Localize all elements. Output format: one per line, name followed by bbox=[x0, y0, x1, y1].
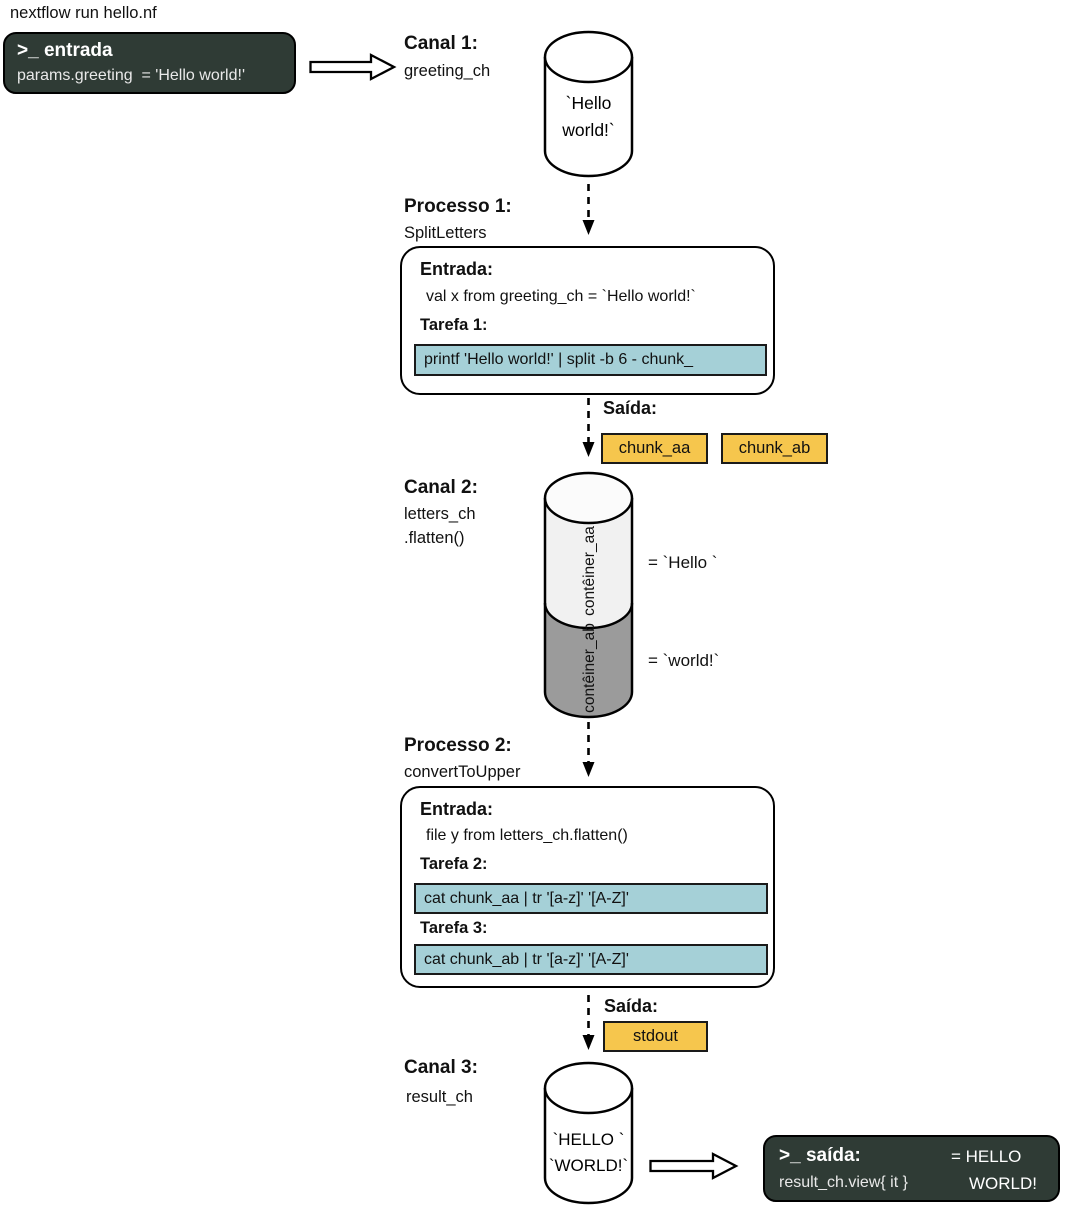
processo1-name: SplitLetters bbox=[404, 224, 487, 242]
stdout-box bbox=[603, 1021, 708, 1052]
chunk-aa-box bbox=[601, 433, 708, 464]
dashed-arrow-down-icon bbox=[580, 995, 597, 1051]
tarefa1-command-text: printf 'Hello world!' | split -b 6 - chunk_ bbox=[424, 351, 694, 368]
processo2-box bbox=[400, 786, 775, 988]
input-terminal-code: params.greeting = 'Hello world!' bbox=[17, 67, 245, 84]
tarefa3-command-text: cat chunk_ab | tr '[a-z]' '[A-Z]' bbox=[424, 950, 629, 968]
canal2-operator: .flatten() bbox=[404, 529, 465, 547]
processo2-tarefa3-command bbox=[414, 944, 768, 975]
output-terminal-title: >_ saída: bbox=[779, 1145, 861, 1166]
canal3-name: result_ch bbox=[406, 1088, 473, 1106]
tarefa2-command-text: cat chunk_aa | tr '[a-z]' '[A-Z]' bbox=[424, 889, 629, 907]
processo2-entrada-code: file y from letters_ch.flatten() bbox=[426, 827, 628, 844]
flow-arrow-right-icon bbox=[649, 1152, 739, 1180]
output-value-line2: WORLD! bbox=[969, 1174, 1037, 1193]
input-terminal-title: >_ entrada bbox=[17, 40, 113, 61]
canal2-name: letters_ch bbox=[404, 505, 476, 523]
processo1-tarefa1-command bbox=[414, 344, 767, 376]
container-aa-value: = `Hello ` bbox=[648, 553, 718, 572]
dashed-arrow-down-icon bbox=[580, 184, 597, 236]
processo2-entrada-label: Entrada: bbox=[420, 799, 494, 819]
processo1-tarefa1-label: Tarefa 1: bbox=[420, 316, 488, 334]
canal1-title: Canal 1: bbox=[404, 33, 478, 54]
dashed-arrow-down-icon bbox=[580, 722, 597, 778]
canal2-title: Canal 2: bbox=[404, 477, 478, 498]
saida2-label: Saída: bbox=[604, 996, 659, 1016]
processo2-tarefa2-label: Tarefa 2: bbox=[420, 855, 488, 873]
canal3-cylinder-icon bbox=[543, 1061, 634, 1207]
canal3-cylinder-line2: `WORLD!` bbox=[548, 1156, 629, 1175]
chunk-ab-box bbox=[721, 433, 828, 464]
output-terminal-box bbox=[763, 1135, 1060, 1202]
canal1-cylinder-line1: `Hello bbox=[565, 93, 612, 113]
output-terminal-code: result_ch.view{ it } bbox=[779, 1174, 908, 1191]
chunk-ab-label: chunk_ab bbox=[738, 439, 811, 457]
nextflow-command-text: nextflow run hello.nf bbox=[10, 4, 157, 22]
container-aa-label: contêiner_aa bbox=[581, 526, 598, 616]
dashed-arrow-down-icon bbox=[580, 398, 597, 458]
processo2-tarefa2-command bbox=[414, 883, 768, 914]
container-ab-value: = `world!` bbox=[648, 651, 720, 670]
canal3-cylinder-line1: `HELLO ` bbox=[552, 1130, 625, 1149]
stdout-label: stdout bbox=[633, 1027, 678, 1045]
canal1-cylinder-line2: world!` bbox=[562, 120, 615, 140]
saida1-label: Saída: bbox=[603, 398, 658, 418]
processo2-title: Processo 2: bbox=[404, 735, 512, 756]
canal3-title: Canal 3: bbox=[404, 1057, 478, 1078]
processo2-tarefa3-label: Tarefa 3: bbox=[420, 919, 488, 937]
processo2-name: convertToUpper bbox=[404, 763, 521, 781]
canal2-cylinder-icon bbox=[543, 471, 634, 719]
flow-arrow-right-icon bbox=[309, 53, 397, 81]
container-ab-label: contêiner_ab bbox=[581, 623, 598, 713]
processo1-entrada-label: Entrada: bbox=[420, 259, 494, 279]
input-terminal-box bbox=[3, 32, 296, 94]
output-value-line1: = HELLO bbox=[951, 1147, 1022, 1166]
canal1-cylinder-icon bbox=[543, 30, 634, 180]
processo1-box bbox=[400, 246, 775, 395]
chunk-aa-label: chunk_aa bbox=[618, 439, 691, 457]
processo1-entrada-code: val x from greeting_ch = `Hello world!` bbox=[426, 288, 696, 305]
processo1-title: Processo 1: bbox=[404, 196, 512, 217]
canal1-name: greeting_ch bbox=[404, 62, 491, 80]
